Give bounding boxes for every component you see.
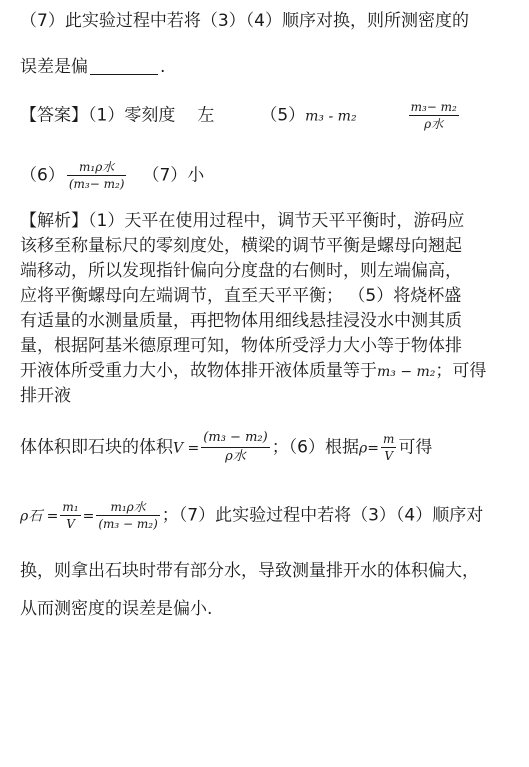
analysis-line-4: 应将平衡螺母向左端调节，直至天平平衡； （5）将烧杯盛	[20, 286, 462, 306]
fraction-numerator: m₃− m₂	[410, 100, 457, 114]
analysis-text: ；（6）根据	[271, 437, 360, 458]
stone-density-fraction-2	[96, 500, 159, 531]
fraction-denominator: ρ水	[201, 447, 269, 465]
fraction-denominator: (m₃ − m₂)	[98, 517, 158, 531]
fraction-denominator: ρ水	[409, 115, 459, 131]
answer-line-2	[20, 160, 204, 191]
fraction-numerator: (m₃ − m₂)	[203, 430, 268, 445]
analysis-line-5: 有适量的水测量质量，再把物体用细线悬挂浸没水中测其质	[20, 311, 462, 331]
analysis-text: ；（7）此实验过程中若将（3）（4）顺序对	[161, 505, 484, 526]
equals-sign: =	[82, 508, 95, 525]
analysis-text: 体体积即石块的体积	[20, 437, 173, 458]
analysis-text: ；可得	[435, 361, 487, 381]
stone-density-formula: ρ石 =	[20, 508, 59, 525]
volume-fraction	[201, 430, 269, 465]
analysis-line-10	[20, 500, 483, 531]
analysis-line-3: 端移动，所以发现指针偏向分度盘的右侧时，则左端偏高，	[20, 261, 462, 281]
answer-part-1: （1）零刻度	[88, 105, 176, 126]
analysis-text: 开液体所受重力大小，故物体排开液体质量等于	[20, 361, 377, 381]
analysis-line-6: 量，根据阿基米德原理可知，物体所受浮力大小等于物体排	[20, 336, 462, 356]
analysis-line-8: 排开液	[20, 386, 71, 406]
analysis-text: （1）天平在使用过程中，调节天平平衡时，游码应	[88, 211, 465, 231]
answer-part-7: （7）小	[142, 165, 205, 186]
question-7-text: 误差是偏	[20, 57, 88, 77]
analysis-label: 【解析】	[20, 211, 88, 231]
analysis-line-7	[20, 360, 486, 383]
question-7-line-1: （7）此实验过程中若将（3）（4）顺序对换，则所测密度的	[20, 11, 469, 31]
fraction-denominator: V	[60, 515, 80, 531]
answer-part-6-fraction	[67, 160, 127, 191]
fraction-denominator: V	[381, 447, 396, 463]
analysis-line-12: 从而测密度的误差是偏小.	[20, 599, 213, 619]
answer-line-1	[20, 100, 461, 131]
answer-part-5-expression: m₃ - m₂	[305, 108, 357, 125]
answer-part-1-extra: 左	[197, 105, 215, 126]
volume-formula: V =	[173, 440, 200, 457]
fraction-numerator: m	[382, 432, 395, 446]
answer-part-5-fraction	[409, 100, 459, 131]
answer-label: 【答案】	[20, 105, 88, 126]
answer-part-5: （5）	[260, 105, 306, 126]
fraction-numerator: m₁	[62, 500, 79, 514]
fraction-denominator: (m₃− m₂)	[68, 177, 125, 191]
density-formula: ρ=	[359, 440, 379, 457]
question-7-period: .	[160, 57, 166, 77]
answer-part-6: （6）	[20, 165, 65, 186]
analysis-line-11: 换，则拿出石块时带有部分水，导致测量排开水的体积偏大，	[20, 561, 479, 581]
mass-difference-expression: m₃ − m₂	[377, 364, 436, 380]
fraction-numerator: m₁ρ水	[79, 160, 115, 174]
analysis-text: 可得	[398, 437, 433, 458]
fraction-numerator: m₁ρ水	[110, 500, 146, 514]
analysis-line-9	[20, 430, 432, 465]
density-fraction	[381, 432, 396, 463]
stone-density-fraction-1	[60, 500, 80, 531]
answer-blank	[90, 58, 158, 75]
analysis-line-2: 该移至称量标尺的零刻度处，横梁的调节平衡是螺母向翘起	[20, 236, 462, 256]
question-7-line-2	[20, 56, 165, 78]
analysis-line-1	[20, 210, 464, 232]
